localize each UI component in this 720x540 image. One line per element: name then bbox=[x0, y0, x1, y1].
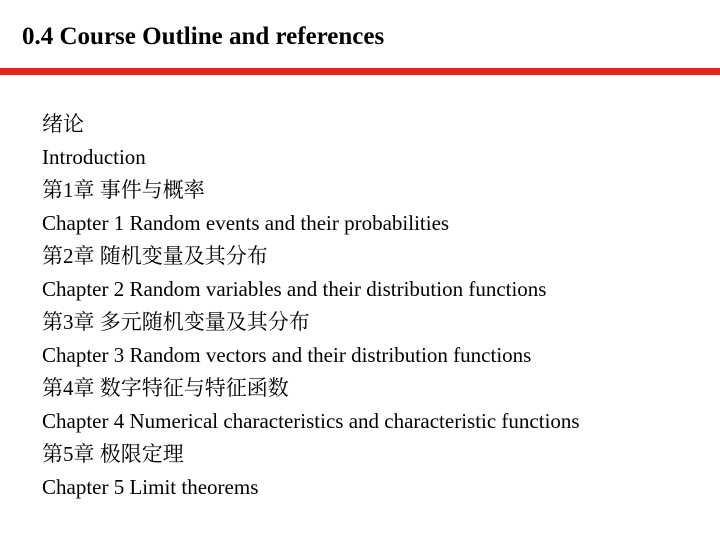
outline-item-ch3-en: Chapter 3 Random vectors and their distribution functions bbox=[42, 343, 532, 367]
outline-item-ch4-en: Chapter 4 Numerical characteristics and characteristic functions bbox=[42, 409, 580, 433]
outline-item-ch5-en: Chapter 5 Limit theorems bbox=[42, 475, 259, 499]
outline-item-ch1-en: Chapter 1 Random events and their probabilities bbox=[42, 211, 450, 235]
title-divider bbox=[0, 68, 720, 75]
slide-title: 0.4 Course Outline and references bbox=[22, 23, 385, 50]
outline-item-ch3-zh: 第3章 多元随机变量及其分布 bbox=[42, 310, 310, 334]
outline-item-ch4-zh: 第4章 数字特征与特征函数 bbox=[42, 376, 289, 400]
outline-item-ch2-en: Chapter 2 Random variables and their distribution functions bbox=[42, 277, 547, 301]
course-outline-list bbox=[42, 108, 580, 504]
outline-item-intro-en: Introduction bbox=[42, 145, 146, 169]
outline-item-ch2-zh: 第2章 随机变量及其分布 bbox=[42, 244, 268, 268]
outline-item-ch5-zh: 第5章 极限定理 bbox=[42, 442, 184, 466]
outline-item-intro-zh: 绪论 bbox=[42, 112, 84, 136]
outline-item-ch1-zh: 第1章 事件与概率 bbox=[42, 178, 205, 202]
